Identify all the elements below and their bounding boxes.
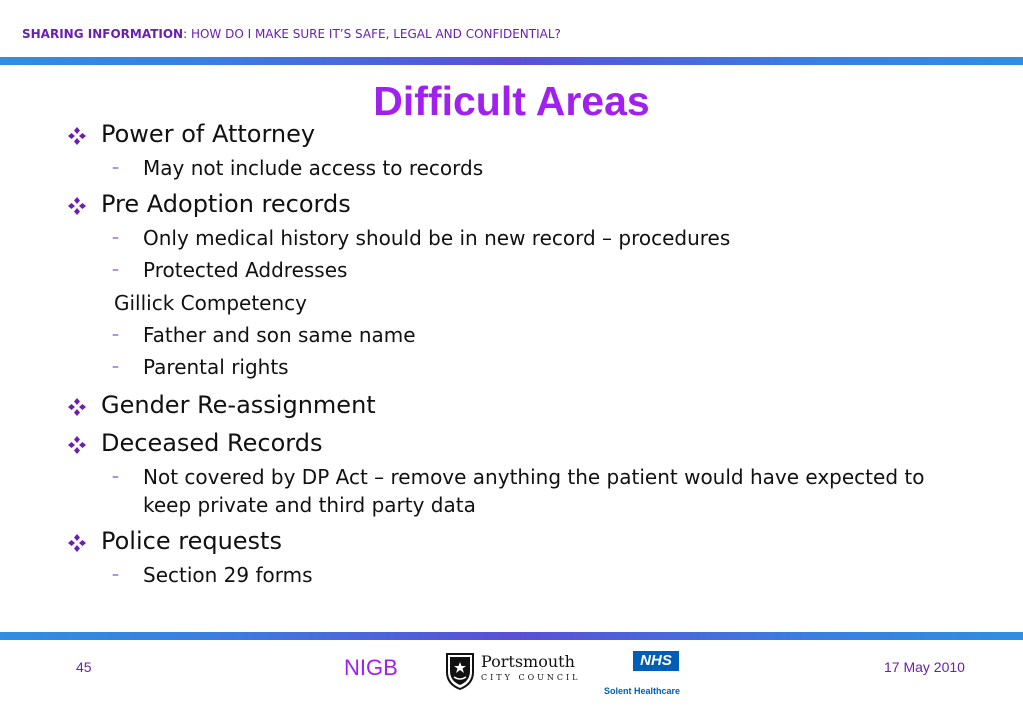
bullet-text: Pre Adoption records <box>101 190 351 218</box>
sub-bullet-text: Parental rights <box>143 355 289 379</box>
sub-bullet <box>112 353 966 381</box>
four-diamond-bullet-icon <box>66 432 88 454</box>
bullet-gender-reassignment <box>66 389 966 421</box>
slide-content <box>66 118 966 589</box>
dash-icon: – <box>112 359 119 375</box>
sub-bullet-text: Section 29 forms <box>143 563 313 587</box>
slide-title: Difficult Areas <box>373 78 650 124</box>
bullet-deceased-records <box>66 427 966 459</box>
footer-date: 17 May 2010 <box>884 659 965 675</box>
sub-bullet-text: Father and son same name <box>143 323 416 347</box>
sub-bullet <box>112 321 966 349</box>
bullet-text: Police requests <box>101 527 282 555</box>
bullet-police-requests <box>66 525 966 557</box>
dash-icon: – <box>112 262 119 278</box>
sub-bullet <box>112 256 966 284</box>
portsmouth-crest-icon <box>445 650 475 690</box>
dash-icon: – <box>112 567 119 583</box>
four-diamond-bullet-icon <box>66 530 88 552</box>
four-diamond-bullet-icon <box>66 394 88 416</box>
four-diamond-bullet-icon <box>66 193 88 215</box>
plain-line-gillick: Gillick Competency <box>114 291 307 315</box>
sub-bullet <box>112 561 966 589</box>
header-bold: SHARING INFORMATION <box>22 27 184 41</box>
sub-bullet <box>112 463 966 519</box>
bullet-text: Gender Re-assignment <box>101 391 376 419</box>
bottom-divider-band <box>0 632 1023 640</box>
sub-bullet <box>112 154 966 182</box>
nhs-logo: NHS <box>633 651 679 671</box>
top-divider-band <box>0 57 1023 65</box>
sub-bullet-text: Not covered by DP Act – remove anything the patient would have expected to keep private and third party data <box>143 465 925 517</box>
dash-icon: – <box>112 327 119 343</box>
dash-icon: – <box>112 469 119 485</box>
slide-header <box>22 27 561 41</box>
header-rest: : HOW DO I MAKE SURE IT’S SAFE, LEGAL AND CONFIDENTIAL? <box>183 27 561 41</box>
bullet-text: Power of Attorney <box>101 120 316 148</box>
solent-healthcare-label: Solent Healthcare <box>604 686 681 696</box>
bullet-pre-adoption-records <box>66 188 966 220</box>
four-diamond-bullet-icon <box>66 123 88 145</box>
bullet-power-of-attorney <box>66 118 966 150</box>
dash-icon: – <box>112 230 119 246</box>
nigb-logo-text: NIGB <box>344 655 398 680</box>
bullet-text: Deceased Records <box>101 429 323 457</box>
page-number: 45 <box>76 659 92 675</box>
portsmouth-logo-name: Portsmouth <box>481 652 575 671</box>
sub-bullet <box>112 224 966 252</box>
sub-bullet-text: May not include access to records <box>143 156 484 180</box>
dash-icon: – <box>112 160 119 176</box>
sub-bullet-text: Protected Addresses <box>143 258 348 282</box>
sub-bullet-text: Only medical history should be in new record – procedures <box>143 226 731 250</box>
portsmouth-logo-subtitle: CITY COUNCIL <box>481 673 581 682</box>
